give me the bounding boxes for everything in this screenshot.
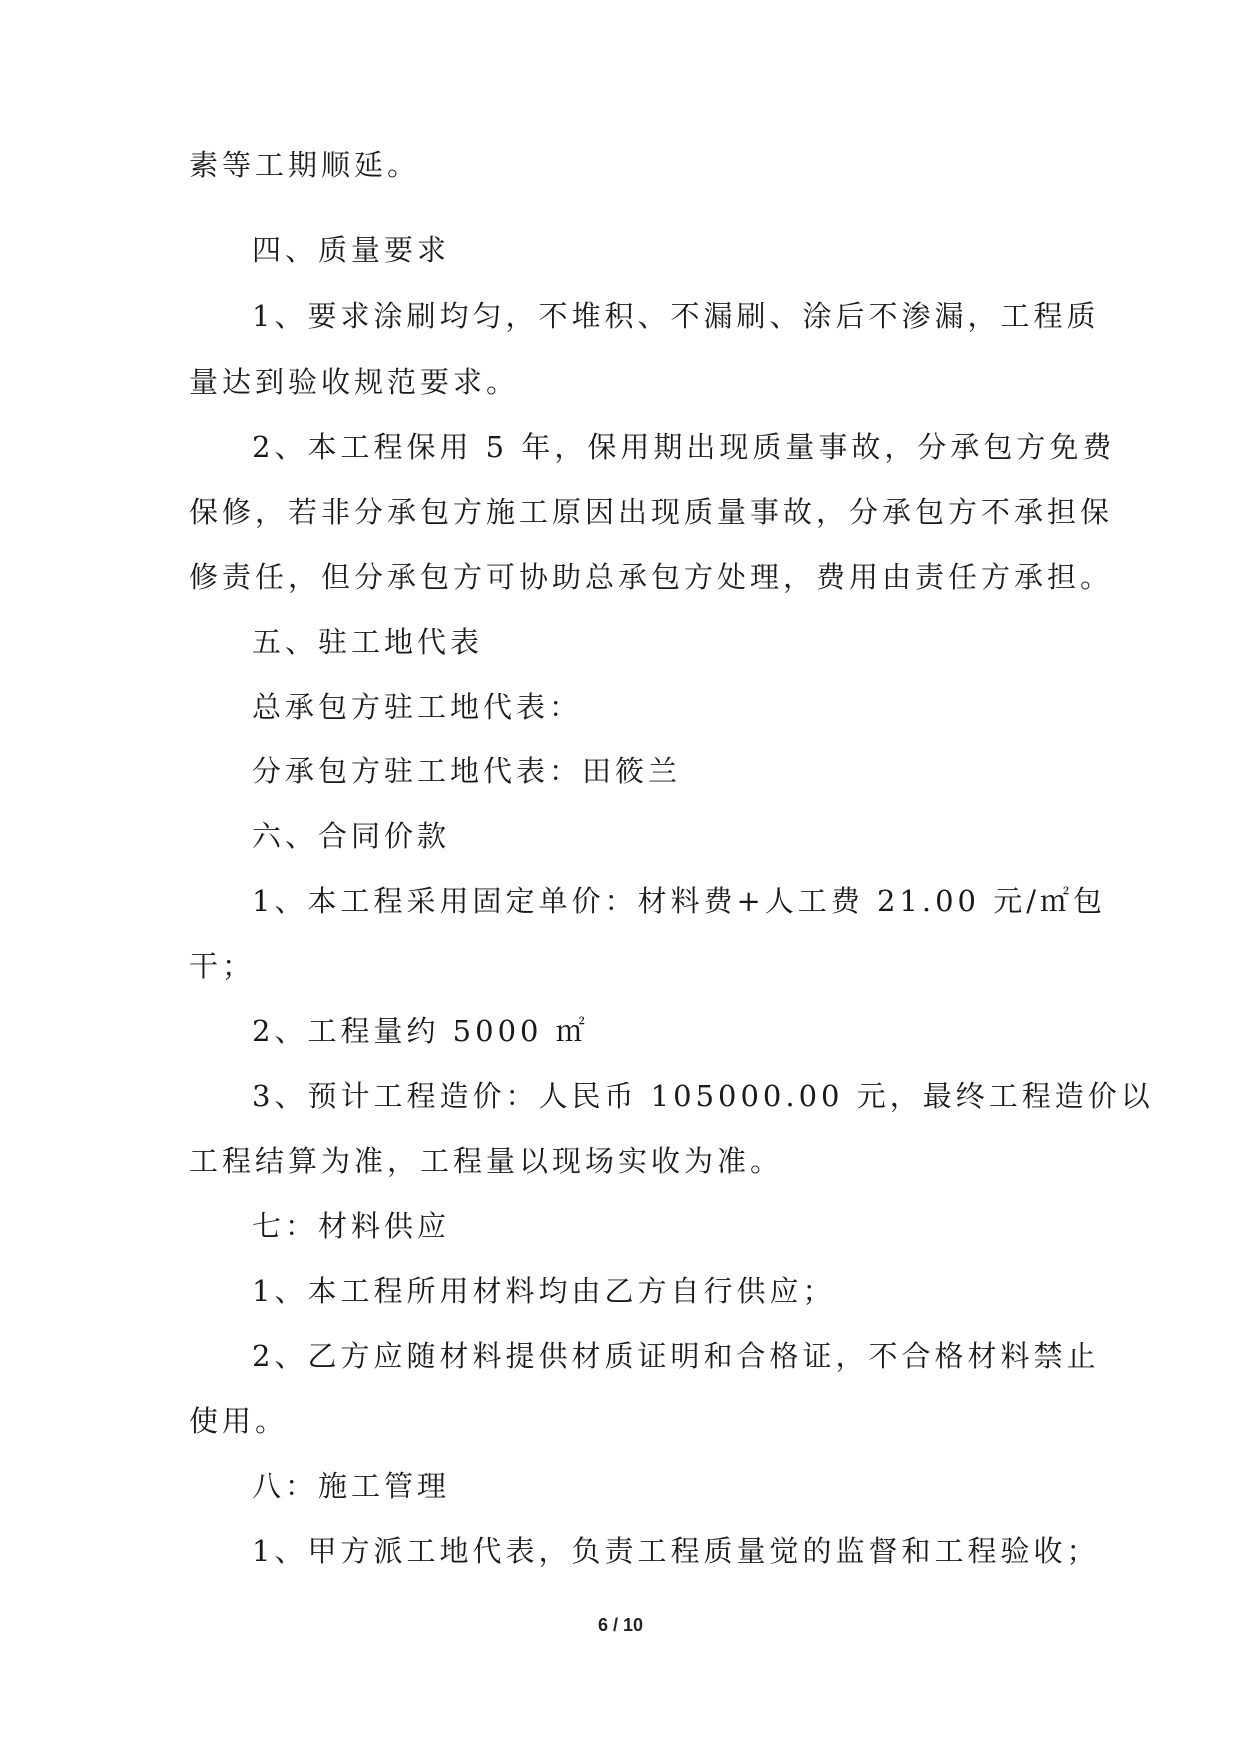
page-number: 6 / 10	[597, 1615, 644, 1635]
text-line-9: 总承包方驻工地代表：	[252, 690, 583, 724]
text-line-16: 工程结算为准，工程量以现场实收为准。	[189, 1144, 784, 1178]
text-line-15: 3、预计工程造价：人民币 105000.00 元，最终工程造价以	[252, 1079, 1154, 1113]
section-heading-contract-price: 六、合同价款	[252, 819, 451, 853]
section-heading-site-representative: 五、驻工地代表	[252, 625, 484, 659]
text-line-18: 1、本工程所用材料均由乙方自行供应；	[252, 1274, 836, 1308]
text-line-14: 2、工程量约 5000 ㎡	[252, 1014, 589, 1048]
section-heading-quality: 四、质量要求	[252, 233, 451, 267]
text-line-10: 分承包方驻工地代表：田筱兰	[252, 754, 682, 788]
text-line-7: 修责任，但分承包方可协助总承包方处理，费用由责任方承担。	[189, 560, 1114, 594]
section-heading-material-supply: 七：材料供应	[252, 1209, 451, 1243]
section-heading-construction-management: 八：施工管理	[252, 1469, 451, 1503]
text-line-19: 2、乙方应随材料提供材质证明和合格证，不合格材料禁止	[252, 1339, 1100, 1373]
text-line-4: 量达到验收规范要求。	[189, 365, 520, 399]
text-line-1: 素等工期顺延。	[189, 148, 421, 182]
text-line-12: 1、本工程采用固定单价：材料费+人工费 21.00 元/㎡包	[252, 884, 1106, 918]
text-line-22: 1、甲方派工地代表，负责工程质量觉的监督和工程验收；	[252, 1534, 1100, 1568]
text-line-13: 干；	[189, 949, 256, 983]
text-line-6: 保修，若非分承包方施工原因出现质量事故，分承包方不承担保	[189, 495, 1114, 529]
text-line-5: 2、本工程保用 5 年，保用期出现质量事故，分承包方免费	[252, 430, 1116, 464]
text-line-3: 1、要求涂刷均匀，不堆积、不漏刷、涂后不渗漏，工程质	[252, 299, 1100, 333]
text-line-20: 使用。	[189, 1404, 289, 1438]
